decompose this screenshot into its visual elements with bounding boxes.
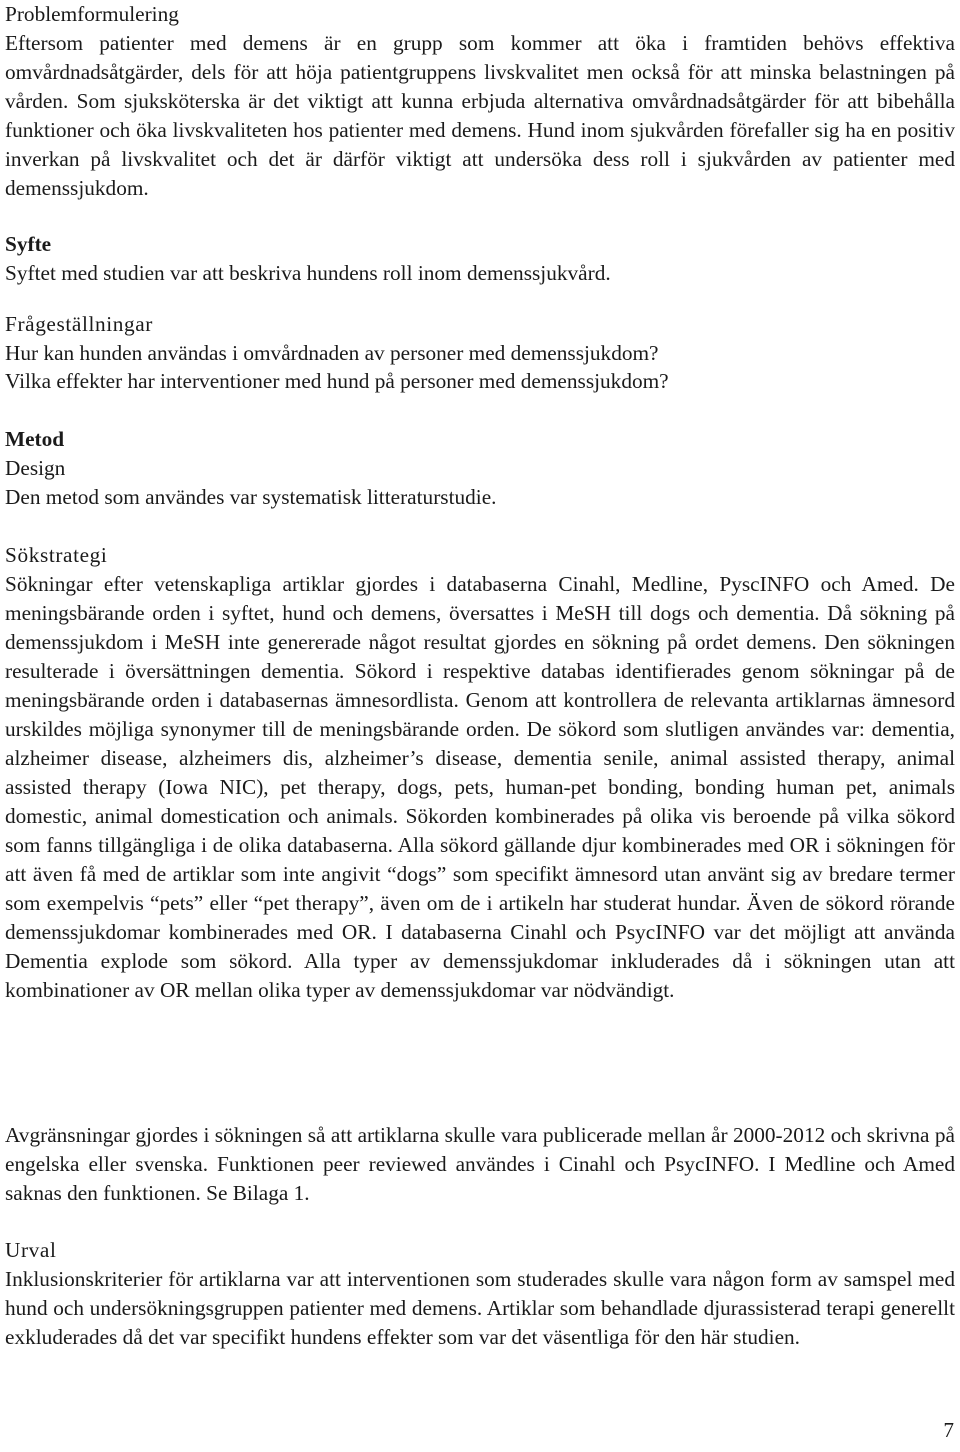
search-heading: Sökstrategi [5, 543, 108, 567]
selection-heading: Urval [5, 1238, 57, 1262]
search-paragraph: Sökningar efter vetenskapliga artiklar gjordes i databaserna Cinahl, Medline, PyscINFO och Amed. De meningsbärande orden i syftet, hund och demens, översattes i MeSH till dogs och dementia. Då sökning på demenssjukdom i MeSH inte genererade något resultat gjordes en sökning på ordet demens. Den sökningen resulterade i översättningen dementia. Sökord i respektive databas identifierades genom sökningar på de meningsbärande orden i databasernas ämnesordlista. Genom att kontrollera de relevanta artiklarnas ämnesord urskildes möjliga synonymer till de meningsbärande orden. De sökord som slutligen användes var: dementia, alzheimer disease, alzheimers dis, alzheimer’s disease, dementia senile, animal assisted therapy, animal assisted therapy (Iowa NIC), pet therapy, dogs, pets, human-pet bonding, bonding human pet, animals domestic, animal domestication och animals. Sökorden kombinerades på olika vis beroende på vilka sökord som fanns tillgängliga i de olika databaserna. Alla sökord gällande djur kombinerades med OR i sökningen för att även få med de artiklar som inte angivit “dogs” som specifikt ämnesord utan använt sig av bredare termer som exempelvis “pets” eller “pet therapy”, även om de i artikeln har studerat hundar. Även de sökord rörande demenssjukdomar kombinerades med OR. I databaserna Cinahl och PsycINFO var det möjligt att använda Dementia explode som sökord. Alla typer av demenssjukdomar inkluderades då i sökningen utan att kombinationer av OR mellan olika typer av demenssjukdomar var nödvändigt. [5, 572, 955, 1002]
design-heading: Design [5, 456, 66, 480]
questions-heading: Frågeställningar [5, 312, 153, 336]
question-item-2: Vilka effekter har interventioner med hund på personer med demenssjukdom? [5, 369, 669, 393]
aim-text: Syftet med studien var att beskriva hundens roll inom demenssjukvård. [5, 261, 611, 285]
method-heading: Metod [5, 427, 65, 451]
question-item-1: Hur kan hunden användas i omvårdnaden av personer med demenssjukdom? [5, 341, 659, 365]
selection-paragraph: Inklusionskriterier för artiklarna var att interventionen som studerades skulle vara någon form av samspel med hund och undersökningsgruppen patienter med demens. Artiklar som behandlade djurassisterad terapi generellt exkluderades då det var specifikt hundens effekter som var det väsentliga för den här studien. [5, 1267, 955, 1349]
limits-paragraph: Avgränsningar gjordes i sökningen så att artiklarna skulle vara publicerade mellan år 2000-2012 och skrivna på engelska eller svenska. Funktionen peer reviewed användes i Cinahl och PsycINFO. I Medline och Amed saknas den funktionen. Se Bilaga 1. [5, 1123, 955, 1205]
page-number: 7 [943, 1418, 954, 1442]
design-text: Den metod som användes var systematisk litteraturstudie. [5, 485, 497, 509]
problem-heading: Problemformulering [5, 2, 179, 26]
problem-paragraph: Eftersom patienter med demens är en grupp som kommer att öka i framtiden behövs effektiva omvårdnadsåtgärder, dels för att höja patientgruppens livskvalitet men också för att minska belastningen på vården. Som sjuksköterska är det viktigt att kunna erbjuda alternativa omvårdnadsåtgärder för att bibehålla funktioner och öka livskvaliteten hos patienter med demens. Hund inom sjukvården förefaller sig ha en positiv inverkan på livskvalitet och det är därför viktigt att undersöka dess roll i sjukvården av patienter med demenssjukdom. [5, 31, 955, 200]
aim-heading: Syfte [5, 232, 52, 256]
